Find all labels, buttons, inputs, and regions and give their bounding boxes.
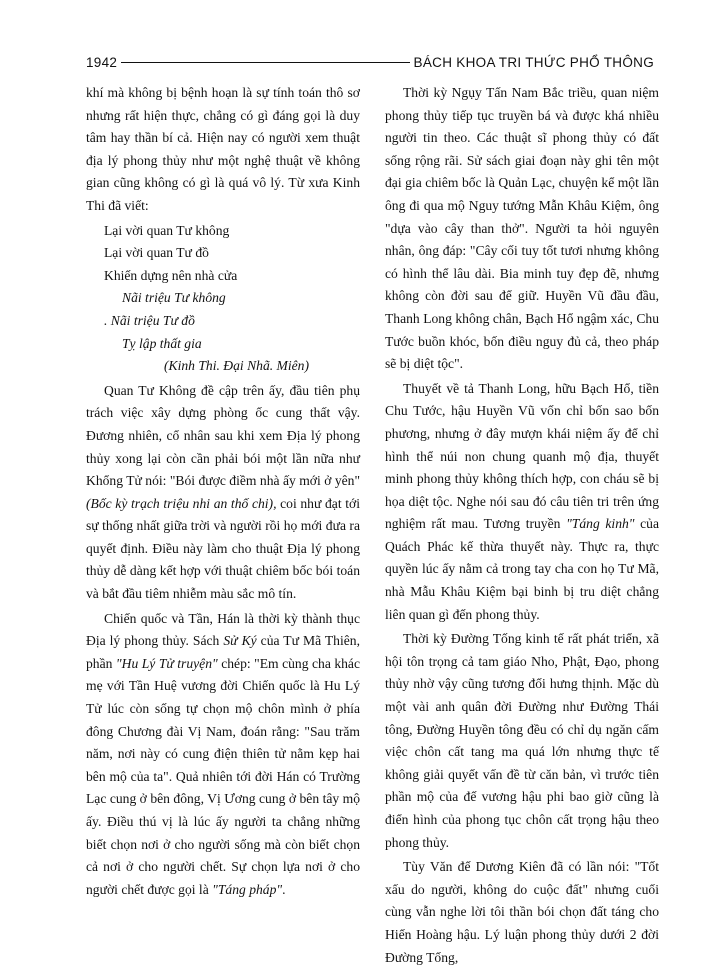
poem-block	[86, 220, 360, 378]
paragraph	[385, 378, 659, 627]
poem-line: Khiến dựng nên nhà cửa	[104, 267, 238, 283]
paragraph: Thời kỳ Đường Tống kinh tế rất phát triển, xã hội tôn trọng cả tam giáo Nho, Phật, Đạo, phong thủy nhờ vậy cũng tương đối hưng thịnh. Mặc dù một vài anh quân đời Đường như Đường Thái tông, Đường Huyền tông đều có chỉ dụ ngăn cấm việc chôn cất tang ma quá lớn nhưng thực tế không giải quyết vấn đề từ căn bản, vì trước tiên phần mộ của đế vương hậu phi bao giờ cũng là điển hình của phong tục chôn cất trọng hậu theo phong thủy.	[385, 631, 659, 850]
text-run: coi như đạt tới sự thống nhất giữa trời và người rồi họ mới đưa ra quyết định. Điều này làm cho thuật Địa lý phong thủy dễ dàng kết hợp với thuật chiêm bốc bói toán và bắt đầu tiêm nhiễm màu sắc mô tín.	[86, 495, 360, 602]
paragraph	[86, 380, 360, 606]
term-ref: "Táng pháp"	[212, 881, 283, 897]
poem-line: Lại vời quan Tư đồ	[104, 245, 209, 261]
poem-line-original: Tỵ lập thất gia	[122, 335, 202, 351]
poem-line-original: . Nãi triệu Tư đồ	[104, 312, 195, 328]
text-run: của Tư Mã Thiên, phần	[86, 633, 360, 671]
text-run: Quan Tư Không đề cập trên ấy, đầu tiên phụ trách việc xây dựng phòng ốc cung thất vậy. Đương nhiên, cổ nhân sau khi xem Địa lý phong thủy xong lại còn cần phải bói một lần nữa như Khổng Tử nói: "Bói được điềm nhà ấy mới ở yên"	[86, 382, 360, 489]
page-number: 1942	[86, 54, 118, 70]
poem-line: Lại vời quan Tư không	[104, 222, 230, 238]
poem-source: (Kinh Thi. Đại Nhã. Miên)	[164, 358, 309, 374]
book-title: BÁCH KHOA TRI THỨC PHỔ THÔNG	[413, 54, 654, 70]
paragraph	[86, 608, 360, 902]
paragraph: khí mà không bị bệnh hoạn là sự tính toán thô sơ nhưng rất hiện thực, chẳng có gì đáng gọi là duy tâm hay thần bí cả. Hiện nay có người xem thuật địa lý phong thủy như một nghệ thuật về không gian cũng không có gì là quá vô lý. Từ xưa Kinh Thi đã viết:	[86, 85, 360, 213]
page-header	[86, 52, 654, 72]
text-run: Chiến quốc và Tần, Hán là thời kỳ thành thục Địa lý phong thủy. Sách	[86, 610, 360, 649]
text-run: của Quách Phác kế thừa thuyết này. Thực ra, thực quyền lúc ấy nằm cả trong tay cha con họ Tư Mã, nhà Mẫu Khâu Kiệm bại binh bị tru diệt chẳng liên quan gì đến phong thủy.	[385, 516, 660, 622]
text-run: chép: "Em cùng cha khác mẹ với Tần Huệ vương đời Chiến quốc là Hu Lý Tử lúc còn sống tự chọn mộ chôn mình ở phía đông Chương đài Vị Nam, đoán rằng: "Sau trăm năm, nơi này có cung điện thiên tử nằm kẹp hai bên mộ của ta". Quả nhiên tới đời Hán có Trường Lạc cung ở bên đông, Vị Ương cung ở bên tây mộ ấy. Điều thú vị là lúc ấy người ta chẳng những biết chọn nơi ở cho người sống mà còn biết chọn cả nơi ở cho người chết. Sự chọn lựa nơi ở cho người chết được gọi là	[86, 655, 360, 897]
text-run: .	[282, 881, 286, 897]
left-column	[86, 82, 360, 901]
book-title-ref: Sử Ký	[223, 633, 257, 649]
book-title-ref: "Táng kinh"	[566, 516, 635, 532]
poem-line-original: Nãi triệu Tư không	[122, 290, 226, 306]
right-column	[385, 82, 659, 969]
header-rule	[121, 62, 409, 63]
text-run: Thuyết về tả Thanh Long, hữu Bạch Hổ, tiền Chu Tước, hậu Huyền Vũ vốn chỉ bốn sao bốn phương, nhưng ở đây mượn khái niệm ấy để chỉ hình thể núi non chung quanh mộ địa, thuyết minh phong thủy không thích hợp, con cháu sẽ bị họa diệt tộc. Nghe nói sau đó câu tiên tri trên ứng nghiệm rất mau. Tương truyền	[385, 380, 659, 532]
citation: (Bốc kỳ trạch triệu nhi an thố chi),	[86, 495, 277, 511]
paragraph: Tùy Văn đế Dương Kiên đã có lần nói: "Tốt xấu do người, không do cuộc đất" nhưng cuối cùng vẫn nghe lời tôi thần bói chọn đất táng cho Hiến Hoàng hậu. Lý luận phong thủy dưới 2 đời Đường Tống,	[385, 859, 659, 965]
paragraph: Thời kỳ Ngụy Tấn Nam Bắc triều, quan niệm phong thủy tiếp tục truyền bá và được khá nhiều người tin theo. Các thuật sĩ phong thủy có đất sống rộng rãi. Sử sách giai đoạn này ghi tên một đại gia chiêm bốc là Quản Lạc, chuyện kể một lần ông đi qua mộ Nguy tướng Mẫn Khâu Kiệm, ông "dựa vào cây than thở". Người ta hỏi nguyên nhân, ông đáp: "Cây cối tuy tốt tươi nhưng không có hình thể lâu dài. Bia minh tuy đẹp đẽ, nhưng không còn đời sau để giữ. Huyền Vũ đầu đầu, Thanh Long không chân, Bạch Hổ ngậm xác, Chu Tước buồn khóc, bốn điều nguy đủ cả, theo pháp sẽ bị diệt tộc".	[385, 85, 659, 372]
chapter-ref: "Hu Lý Tử truyện"	[115, 655, 218, 671]
